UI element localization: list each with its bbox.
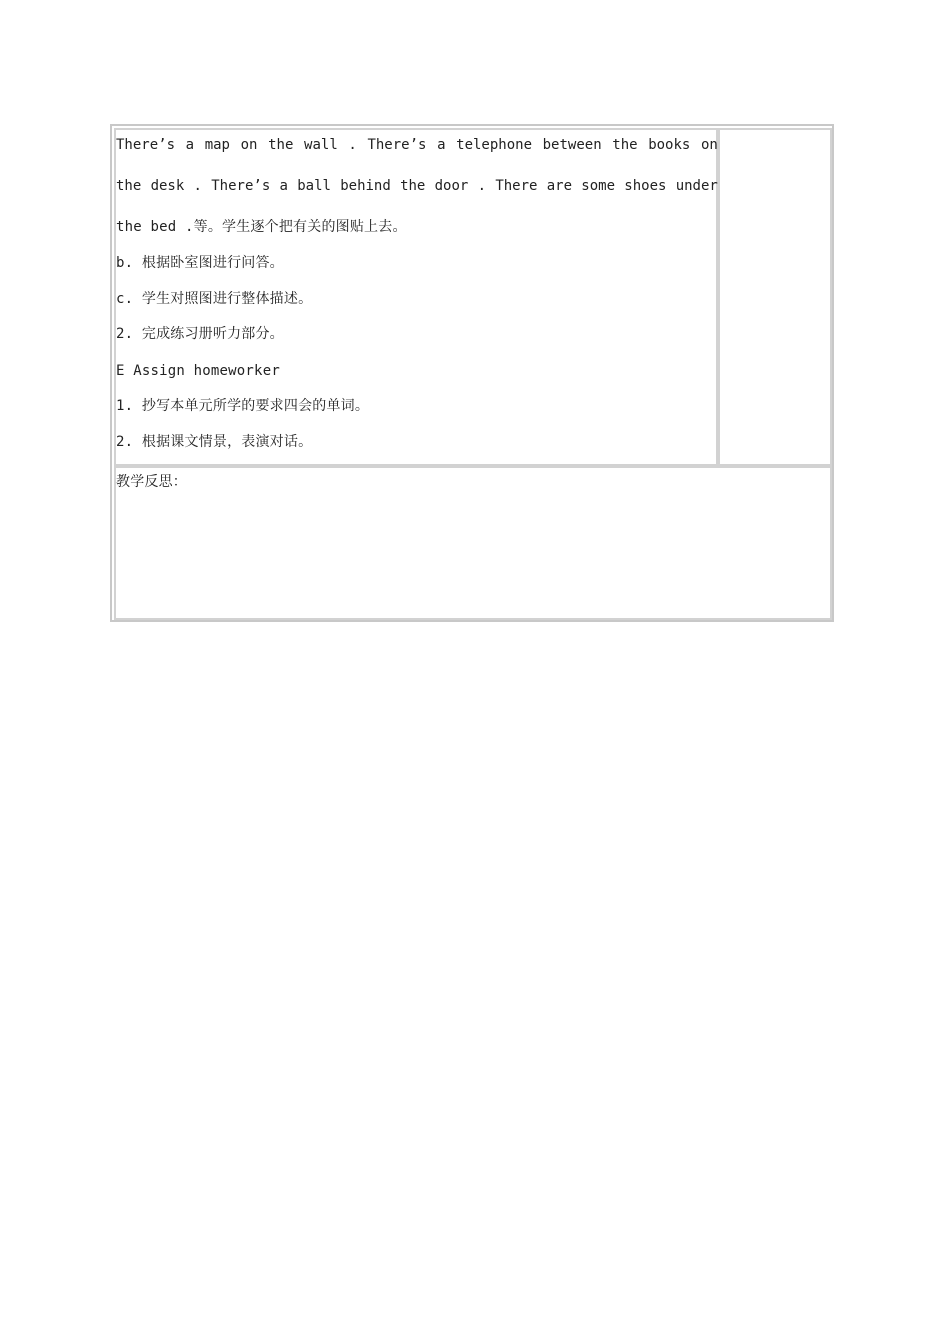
word-token: . <box>477 178 487 194</box>
notes-side-cell <box>718 128 832 466</box>
word-token: There’s <box>367 137 427 153</box>
content-line-7: E Assign homeworker <box>116 363 280 379</box>
word-token: the <box>400 178 426 194</box>
word-token: a <box>437 137 446 153</box>
word-token: on <box>700 137 718 153</box>
word-token: books <box>648 137 691 153</box>
lesson-content-cell <box>114 128 718 466</box>
word-token: on <box>240 137 258 153</box>
teaching-reflection-cell <box>114 466 832 620</box>
word-token: desk <box>150 178 185 194</box>
content-line-2 <box>116 177 718 195</box>
word-token: . <box>193 178 202 194</box>
word-token: the <box>268 137 294 153</box>
word-token: ball <box>297 178 331 194</box>
word-token: behind <box>340 178 391 194</box>
word-token: map <box>204 137 230 153</box>
word-token: telephone <box>456 137 532 153</box>
word-token: a <box>279 178 288 194</box>
word-token: some <box>581 178 616 194</box>
word-token: door <box>434 178 469 194</box>
content-line-6: 2. 完成练习册听力部分。 <box>116 326 284 342</box>
content-line-9: 2. 根据课文情景，表演对话。 <box>116 434 313 450</box>
word-token: shoes <box>624 178 667 194</box>
word-token: are <box>546 178 573 194</box>
content-line-3: the bed .等。学生逐个把有关的图贴上去。 <box>116 219 407 235</box>
word-token: the <box>612 137 638 153</box>
word-token: between <box>542 137 602 153</box>
word-token: There’s <box>211 178 271 194</box>
content-line-4: b. 根据卧室图进行问答。 <box>116 255 284 271</box>
word-token: There’s <box>116 137 176 153</box>
content-line-8: 1. 抄写本单元所学的要求四会的单词。 <box>116 398 370 414</box>
word-token: the <box>116 178 142 194</box>
lesson-plan-table <box>110 124 834 622</box>
word-token: wall <box>304 137 338 153</box>
word-token: There <box>495 178 538 194</box>
word-token: under <box>675 178 718 194</box>
word-token: a <box>185 137 195 153</box>
word-token: . <box>348 137 357 153</box>
content-line-1 <box>116 136 718 154</box>
reflection-label: 教学反思： <box>116 474 187 490</box>
content-line-5: c. 学生对照图进行整体描述。 <box>116 291 313 307</box>
